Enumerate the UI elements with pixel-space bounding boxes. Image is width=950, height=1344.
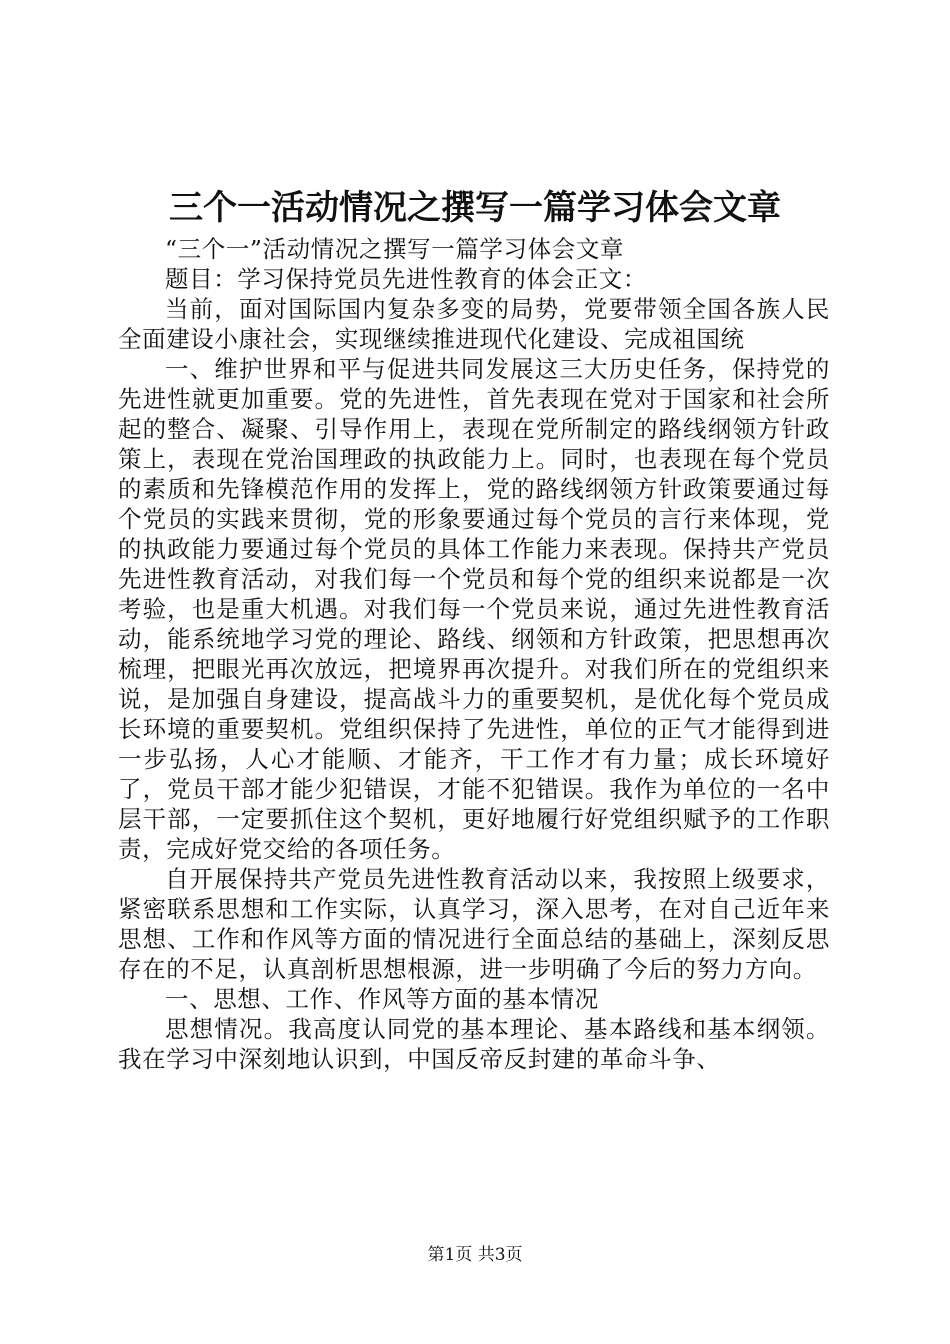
document-title: 三个一活动情况之撰写一篇学习体会文章 <box>169 188 781 228</box>
paragraph-subtitle: “三个一”活动情况之撰写一篇学习体会文章 <box>165 235 625 263</box>
paragraph-section-one: 一、维护世界和平与促进共同发展这三大历史任务，保持党的先进性就更加重要。党的先进性，首先表现在党对于国家和社会所起的整合、凝聚、引导作用上，表现在党所制定的路线纲领方针政策上，表现在党治国理政的执政能力上。同时，也表现在每个党员的素质和先锋模范作用的发挥上，党的路线纲领方针政策要通过每个党员的实践来贯彻，党的形象要通过每个党员的言行来体现，党的执政能力要通过每个党员的具体工作能力来表现。保持共产党员先进性教育活动，对我们每一个党员和每个党的组织来说都是一次考验，也是重大机遇。对我们每一个党员来说，通过先进性教育活动，能系统地学习党的理论、路线、纲领和方针政策，把思想再次梳理，把眼光再次放远，把境界再次提升。对我们所在的党组织来说，是加强自身建设，提高战斗力的重要契机，是优化每个党员成长环境的重要契机。党组织保持了先进性，单位的正气才能得到进一步弘扬，人心才能顺、才能齐，干工作才有力量；成长环境好了，党员干部才能少犯错误，才能不犯错误。我作为单位的一名中层干部，一定要抓住这个契机，更好地履行好党组织赋予的工作职责，完成好党交给的各项任务。 <box>118 355 830 863</box>
section-heading: 一、思想、工作、作风等方面的基本情况 <box>165 985 599 1013</box>
paragraph-topic: 题目：学习保持党员先进性教育的体会正文： <box>165 265 647 293</box>
paragraph-activity: 自开展保持共产党员先进性教育活动以来，我按照上级要求，紧密联系思想和工作实际，认真学习，深入思考，在对自己近年来思想、工作和作风等方面的情况进行全面总结的基础上，深刻反思存在的不足，认真剖析思想根源，进一步明确了今后的努力方向。 <box>118 865 830 983</box>
paragraph-intro: 当前，面对国际国内复杂多变的局势，党要带领全国各族人民全面建设小康社会，实现继续推进现代化建设、完成祖国统 <box>118 295 830 353</box>
page-number: 第1页 共3页 <box>427 1245 523 1265</box>
paragraph-thought: 思想情况。我高度认同党的基本理论、基本路线和基本纲领。我在学习中深刻地认识到，中国反帝反封建的革命斗争、 <box>118 1015 830 1073</box>
document-body <box>118 234 830 1074</box>
